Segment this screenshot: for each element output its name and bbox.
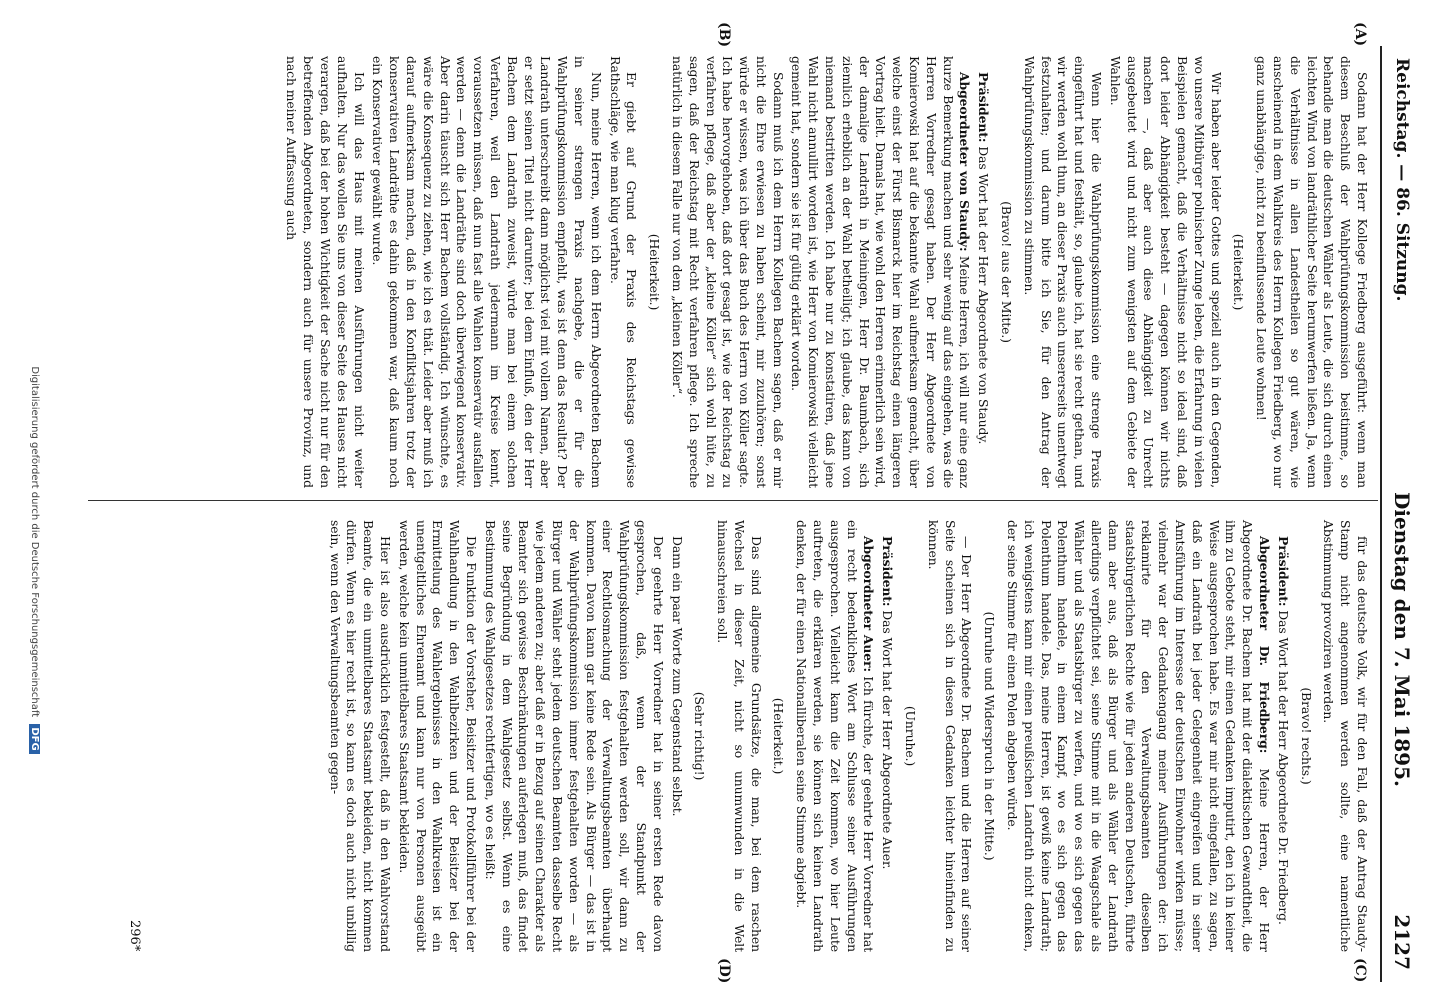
- paragraph-text: Wenn hier die Wahlprüfungskommission eine strenge Praxis eingeführt hat und festhält, so, glaube ich, hat sie recht gethan, und wir werden wohl thun, an dieser Praxis auch unsererseits unentwegt festzuhalten; und darum bitte ich Sie, für den Antrag der Wahlprüfungskommission zu stimmen.: [1021, 56, 1105, 488]
- paragraph: [878, 520, 895, 952]
- paragraph-text: Das Wort hat der Herr Abgeordnete Auer.: [880, 610, 896, 870]
- paragraph: [1003, 520, 1272, 952]
- speaker-label: Präsident:: [1275, 536, 1291, 607]
- margin-letter-c: (C): [1352, 958, 1368, 983]
- stage-direction: (Heiterkeit.): [647, 233, 663, 311]
- page-header: [1384, 30, 1418, 978]
- speaker-label: Abgeordneter Auer:: [861, 536, 877, 672]
- paragraph: [713, 520, 763, 952]
- stage-direction: (Heiterkeit.): [1231, 233, 1247, 311]
- paragraph-text: Wir haben aber leider Gottes und speziell auch in den Gegenden, wo unsere Mitbürger polnischer Zunge leben, die Erfahrung in vielen Beispielen gemacht, daß die Verhältnisse nicht so ideal sind, daß dort leider Abhängigkeit besteht — dagegen können wir nichts machen —, daß aber auch diese Abhängigkeit zu Unrecht ausgebeutet wird und nicht zum wenigsten auf dem Gebiete der Wahlen.: [1107, 56, 1224, 488]
- stage-direction: (Heiterkeit.): [771, 697, 787, 775]
- paragraph-text: Sodann muß ich dem Herrn Kollegen Bachem sagen, daß er mir nicht die Ehre erwiesen zu haben scheint, mir zuzuhören; sonst würde er wissen, was ich über das Buch des Herrn von Köller sagte. Ich habe hervorgehoben, daß dort gesagt ist, wie der Reichstag zu verfahren pflege, daß aber der „kleine Köller“ sich wohl hüte, zu sagen, daß der Reichstag mit Recht verfahren pflege. Ich spreche natürlich in diesem Falle nur von dem „kleinen Köller“.: [669, 56, 786, 488]
- speaker-label: Präsident:: [880, 536, 896, 607]
- paragraph: [606, 56, 640, 488]
- stage-direction: (Bravo! aus der Mitte.): [999, 201, 1015, 343]
- header-rule: [1380, 46, 1382, 982]
- column-divider: [88, 500, 1378, 501]
- paragraph: [1320, 520, 1370, 952]
- margin-letter-d: (D): [716, 958, 732, 984]
- paragraph-text: Hier ist also ausdrücklich festgestellt, daß in den Wahlvorstand Beamte, die ein unmittelbares Staatsamt bekleiden, nicht kommen dürfen. Wenn es hier recht ist, so kann es doch auch nicht unbillig sein, wenn den Verwaltungsbeamten gegen-: [327, 520, 393, 952]
- margin-letter-a: (A): [1352, 22, 1368, 47]
- paragraph: [283, 56, 367, 488]
- paragraph: [974, 56, 991, 488]
- paragraph: [924, 520, 974, 952]
- paragraph: [1252, 56, 1370, 488]
- paragraph: [481, 520, 666, 952]
- paragraph-text: Sodann hat der Herr Kollege Friedberg ausgeführt: wenn man diesem Beschluß der Wahlprüfungskommission beistimme, so behandle man die deutschen Wähler als Leute, die sich durch einen leichten Wind von landräthlicher Seite herumwerfen ließen. Ja, wenn die Verhältnisse in allen Landestheilen so gut wären, wie anscheinend in dem Wahlkreis des Herrn Kollegen Friedberg, wo nur ganz unabhängige, nicht zu beeinflussende Leute wohnen!: [1254, 56, 1370, 488]
- paragraph: [668, 520, 685, 952]
- paragraph-text: Meine Herren, ich will nur eine ganz kurze Bemerkung machen und sehr wenig auf das eingehen, was die Herren Vorredner gesagt haben. Der Herr Abgeordnete von Komierowski hat auf die bekannte Wahl aufmerksam gemacht, über welche einst der Fürst Bismarck hier im Reichstag einen längeren Vortrag hielt. Damals hat, wie wohl den Herren erinnerlich sein wird, der damalige Landrath in Meiningen, Herr Dr. Baumbach, sich ziemlich erheblich an der Wahl betheiligt; ich glaube, das kann von niemand bestritten werden. Ich habe nur zu konstatiren, daß jene Wahl nicht annullirt worden ist, wie Herr von Komierowski vielleicht gemeint hat, sondern sie ist für gültig erklärt worden.: [789, 56, 973, 489]
- stage-direction: (Bravo! rechts.): [1298, 687, 1314, 785]
- paragraph-text: Der geehrte Herr Vorredner hat in seiner ersten Rede davon gesprochen, daß, wenn der Standpunkt der Wahlprüfungskommission festgehalten werden soll, wir dann zu einer Rechtlosmachung der Verwaltungsbeamten überhaupt kommen. Davon kann gar keine Rede sein. Als Bürger — das ist in der Wahlprüfungskommission immer festgehalten worden — als Bürger und Wähler steht jedem deutschen Beamten dasselbe Recht wie jedem anderen zu; aber daß er in Bezug auf seinen Charakter als Beamter sich gewisse Beschränkungen auferlegen muß, das findet seine Begründung in dem Wahlgesetz selbst. Wenn es eine Bestimmung des Wahlgesetzes rechtfertigen, wo es heißt:: [482, 520, 666, 952]
- paragraph-text: Meine Herren, der Herr Abgeordnete Dr. Bachem hat mit der dialektischen Gewandtheit, die ihm zu Gebote steht, mir einen Gedanken imputirt, den ich in keiner Weise ausgesprochen habe. Es war mir nicht eingefallen, zu sagen, daß ein Landrath bei jeder Gelegenheit eingreifen und in seiner Amtsführung im Interesse der deutschen Einwohner wirken müsse; vielmehr war der Gedankengang meiner Ausführungen der: ich reklamirte für den Verwaltungsbeamten dieselben staatsbürgerlichen Rechte wie für jeden anderen Deutschen, führte dann aber aus, daß als Bürger und als Wähler der Landrath allerdings verpflichtet sei, seine Stimme mit in die Waagschale als Wähler und als Staatsbürger zu werfen, und wo es sich gegen das Polenthum handele, in einem Kampf, wo es sich gegen das Polenthum handele. Das, meine Herren, ist gewiß keine Landrath; ich wenigstens kann mir einen preußischen Landrath nicht denken, der seine Stimme für einen Polen abgeben würde.: [1005, 520, 1273, 953]
- stage-direction: (Sehr richtig!): [692, 691, 708, 781]
- text-column-left: [281, 56, 1370, 488]
- paragraph: [793, 520, 877, 952]
- stage-direction: (Unruhe.): [903, 705, 919, 767]
- paragraph-text: Er giebt auf Grund der Praxis des Reichstags gewisse Rathschläge, wie man klug verfahre.: [607, 56, 640, 488]
- speaker-label: Präsident:: [976, 72, 992, 143]
- margin-letter-b: (B): [716, 22, 732, 48]
- speaker-label: Abgeordneter von Staudy:: [957, 72, 973, 252]
- paragraph: [369, 56, 604, 488]
- paragraph-text: Nun, meine Herren, wenn ich dem Herrn Abgeordneten Bachem in seiner strengen Praxis nachgebe, die er für die Wahlprüfungskommission empfiehlt, was ist denn das Resultat? Der Landrath unterschreibt dann möglichst viel mit vollem Namen, aber er setzt seinen Titel nicht darunter; bei dem Einfluß, den der Herr Bachem dem Landrath zuweist, würde man bei einem solchen Verfahren, weil den Landrath jedermann im Kreise kennt, voraussetzen müssen, daß nun fast alle Wahlen konservativ ausfallen werden — denn die Landräthe sind doch überwiegend konservativ. Aber darin täuscht sich Herr Bachem vollständig. Ich wünschte, es wäre die Konsequenz zu ziehen, wie ich es thät. Leider aber muß ich darauf aufmerksam machen, daß in den Konfliktsjahren trotz der konservativen Landräthe es dahin gekommen war, daß kaum noch ein Konservativer gewählt wurde.: [370, 56, 604, 488]
- paragraph-text: Das sind allgemeine Grundsätze, die man, bei dem raschen Wechsel in dieser Zeit, nicht so unumwunden in die Welt hinausschreien soll.: [715, 520, 764, 952]
- text-column-right: [324, 520, 1370, 952]
- paragraph: [788, 56, 973, 488]
- speaker-label: Abgeordneter Dr. Friedberg:: [1257, 536, 1273, 754]
- paragraph: [1274, 520, 1291, 952]
- header-session: Reichstag. — 86. Sitzung.: [1392, 58, 1412, 302]
- digitization-credit: [29, 160, 40, 960]
- paragraph-text: Die Funktion der Vorsteher, Beisitzer und Protokollführer bei der Wahlhandlung in den Wahlbezirken und der Beisitzer bei der Ermittelung des Wahlergebnisses in den Wahlkreisen ist ein unentgeltliches Ehrenamt und kann nur von Personen ausgeübt werden, welche kein unmittelbares Staatsamt bekleiden.: [396, 520, 479, 952]
- paragraph-text: für das deutsche Volk, wir für den Fall, daß der Antrag Staudy-Stamp nicht angenommen werden sollte, eine namentliche Abstimmung provoziren werden.: [1321, 520, 1370, 952]
- paragraph-text: Ich will das Haus mit meinen Ausführungen nicht weiter aufhalten. Nur das wollen Sie uns von dieser Seite des Hauses nicht verargen, daß bei der hohen Wichtigkeit der Sache nicht nur für den betreffenden Abgeordneten, sondern auch für unsere Provinz, und nach meiner Auffassung auch: [284, 56, 367, 488]
- paragraph-text: Das Wort hat der Herr Abgeordnete Dr. Friedberg.: [1275, 610, 1291, 925]
- paragraph: [668, 56, 786, 488]
- paragraph-text: Das Wort hat der Herr Abgeordnete von Staudy.: [976, 146, 992, 445]
- paragraph: [395, 520, 479, 952]
- signature-mark: 296*: [127, 920, 142, 952]
- paragraph-text: — Der Herr Abgeordnete Dr. Bachem und die Herren auf seiner Seite scheinen sich in diesen Gedanken leichter hineinfinden zu können.: [925, 520, 975, 952]
- paragraph-text: Dann ein paar Worte zum Gegenstand selbst.: [669, 536, 685, 817]
- paragraph: [326, 520, 393, 952]
- paragraph-text: Ich fürchte, der geehrte Herr Vorredner hat ein recht bedenkliches Wort am Schlusse seiner Ausführungen ausgesprochen. Vielleicht kann die Zeit kommen, wo hier Leute auftreten, die erklären werden, sie können sich keinen Landrath denken, der für einen Nationalliberalen seine Stimme abgiebt.: [794, 520, 877, 952]
- credit-text: Digitalisierung gefördert durch die Deutsche Forschungsgemeinschaft: [29, 366, 40, 718]
- stage-direction: (Unruhe und Widerspruch in der Mitte.): [982, 611, 998, 861]
- paragraph: [1106, 56, 1224, 488]
- paragraph: [1020, 56, 1104, 488]
- header-date: Dienstag den 7. Mai 1895.: [1390, 492, 1414, 787]
- header-page-number: 2127: [1390, 914, 1414, 970]
- dfg-logo: DFG: [29, 724, 40, 753]
